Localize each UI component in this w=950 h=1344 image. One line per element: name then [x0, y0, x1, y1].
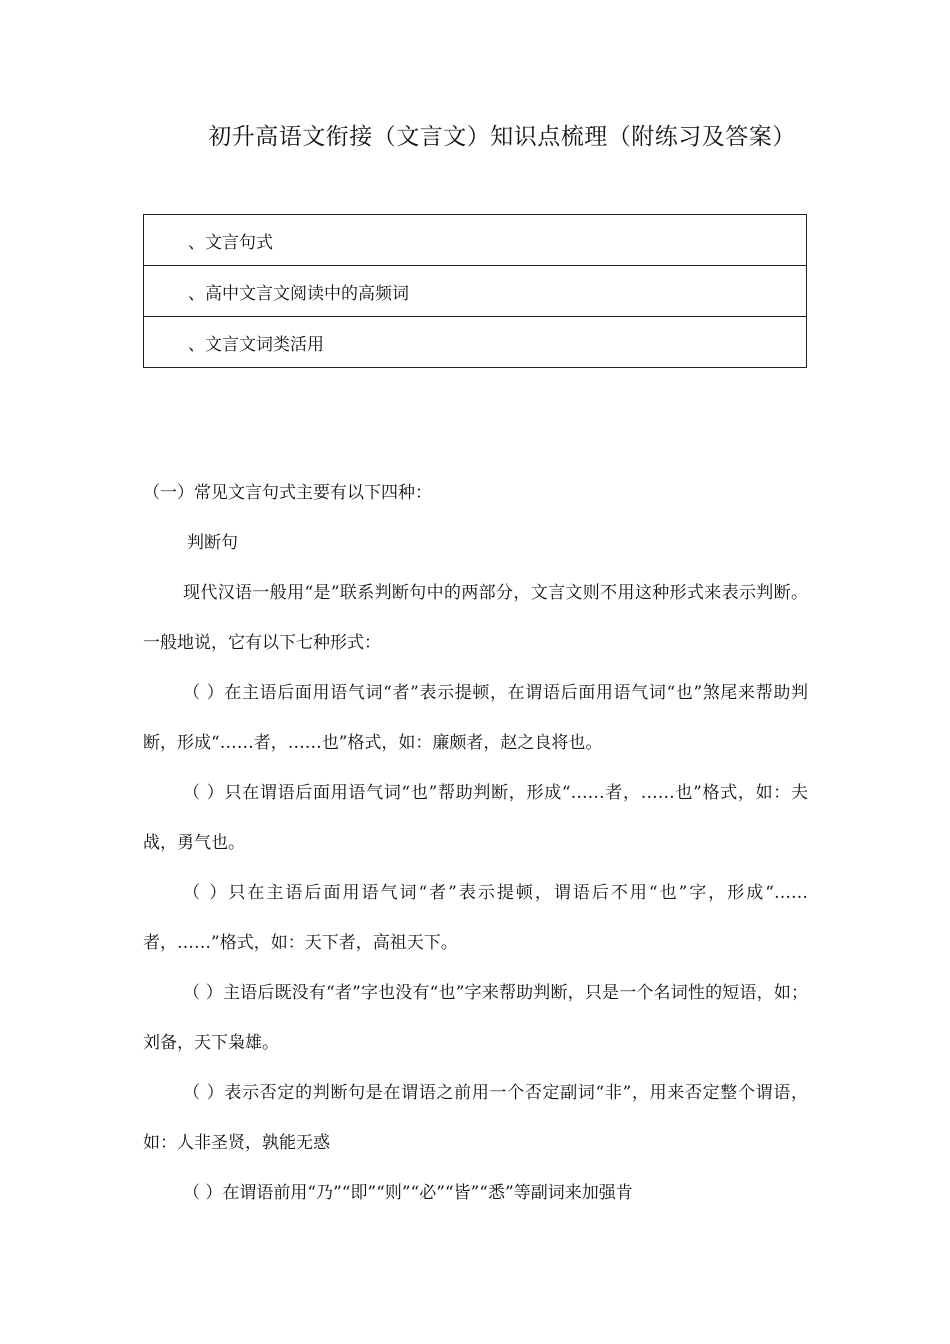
document-title: 初升高语文衔接（文言文）知识点梳理（附练习及答案）	[208, 124, 796, 150]
form-paragraph-5: （ ）表示否定的判断句是在谓语之前用一个否定副词“非”，用来否定整个谓语，如：人非圣贤，孰能无惑	[143, 1083, 808, 1153]
subheading-judgment-sentence: 判断句	[187, 533, 238, 553]
intro-paragraph: 现代汉语一般用“是”联系判断句中的两部分，文言文则不用这种形式来表示判断。一般地说，它有以下七种形式：	[143, 583, 808, 653]
toc-row	[144, 317, 807, 368]
toc-item-high-frequency-words: 、高中文言文阅读中的高频词	[144, 266, 807, 317]
toc-row	[144, 266, 807, 317]
form-paragraph-1: （ ）在主语后面用语气词“者”表示提顿，在谓语后面用语气词“也”煞尾来帮助判断，形成“……者，……也”格式，如：廉颇者，赵之良将也。	[143, 683, 808, 753]
form-paragraph-6: （ ）在谓语前用“乃”“即”“则”“必”“皆”“悉”等副词来加强肯	[183, 1183, 633, 1203]
form-paragraph-4: （ ）主语后既没有“者”字也没有“也”字来帮助判断，只是一个名词性的短语，如；刘备，天下枭雄。	[143, 983, 808, 1053]
section-heading: （一）常见文言句式主要有以下四种：	[143, 483, 432, 503]
form-paragraph-3: （ ）只在主语后面用语气词“者”表示提顿，谓语后不用“也”字，形成“……者，……”格式，如：天下者，高祖天下。	[143, 883, 808, 953]
document-body	[143, 468, 808, 1218]
toc-row	[144, 215, 807, 266]
toc-item-sentence-patterns: 、文言句式	[144, 215, 807, 266]
table-of-contents	[143, 214, 807, 368]
toc-item-word-class-usage: 、文言文词类活用	[144, 317, 807, 368]
form-paragraph-2: （ ）只在谓语后面用语气词“也”帮助判断，形成“……者，……也”格式，如：夫战，勇气也。	[143, 783, 808, 853]
